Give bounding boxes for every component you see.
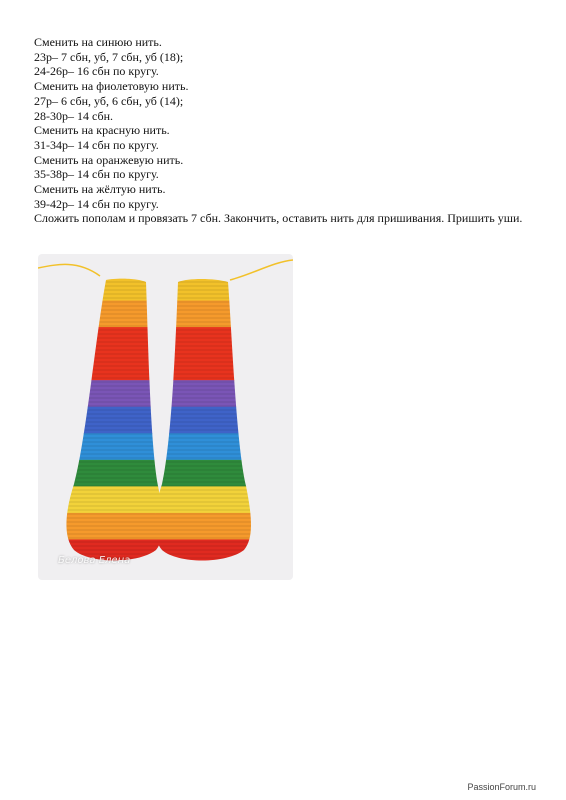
yarn-stripe <box>38 407 293 434</box>
crochet-ears-photo <box>38 254 293 580</box>
yarn-stripe <box>38 327 293 354</box>
instruction-line: 23р– 7 сбн, уб, 7 сбн, уб (18); <box>34 49 184 64</box>
yarn-stripe <box>38 380 293 407</box>
instruction-line: 24-26р– 16 сбн по кругу. <box>34 64 159 79</box>
yarn-stripe <box>38 301 293 328</box>
instruction-line: Сменить на красную нить. <box>34 123 170 138</box>
yarn-stripe <box>38 274 293 301</box>
yarn-stripe <box>38 380 293 407</box>
instruction-line: 27р– 6 сбн, уб, 6 сбн, уб (14); <box>34 93 184 108</box>
yarn-stripe <box>38 433 293 460</box>
yarn-stripe <box>38 301 293 328</box>
instruction-line: Сменить на фиолетовую нить. <box>34 79 189 94</box>
instruction-line: 31-34р– 14 сбн по кругу. <box>34 137 159 152</box>
instruction-line: 39-42р– 14 сбн по кругу. <box>34 196 159 211</box>
instruction-line: Сменить на оранжевую нить. <box>34 152 184 167</box>
yarn-stripe <box>38 274 293 301</box>
site-footer: PassionForum.ru <box>467 782 536 792</box>
yarn-stripe <box>38 354 293 381</box>
instructions-text <box>34 35 534 226</box>
yarn-stripe <box>38 327 293 354</box>
instruction-line: Сложить пополам и провязать 7 сбн. Закончить, оставить нить для пришивания. Пришить уши. <box>34 211 523 226</box>
watermark-text: Белова Елена <box>58 555 131 566</box>
instruction-line: 35-38р– 14 сбн по кругу. <box>34 167 159 182</box>
yarn-stripe <box>38 433 293 460</box>
instruction-line: Сменить на синюю нить. <box>34 35 162 49</box>
instruction-line: Сменить на жёлтую нить. <box>34 182 166 197</box>
yarn-stripe <box>38 354 293 381</box>
rainbow-ears-illustration <box>38 254 293 580</box>
instruction-line: 28-30р– 14 сбн. <box>34 108 113 123</box>
yarn-stripe <box>38 407 293 434</box>
